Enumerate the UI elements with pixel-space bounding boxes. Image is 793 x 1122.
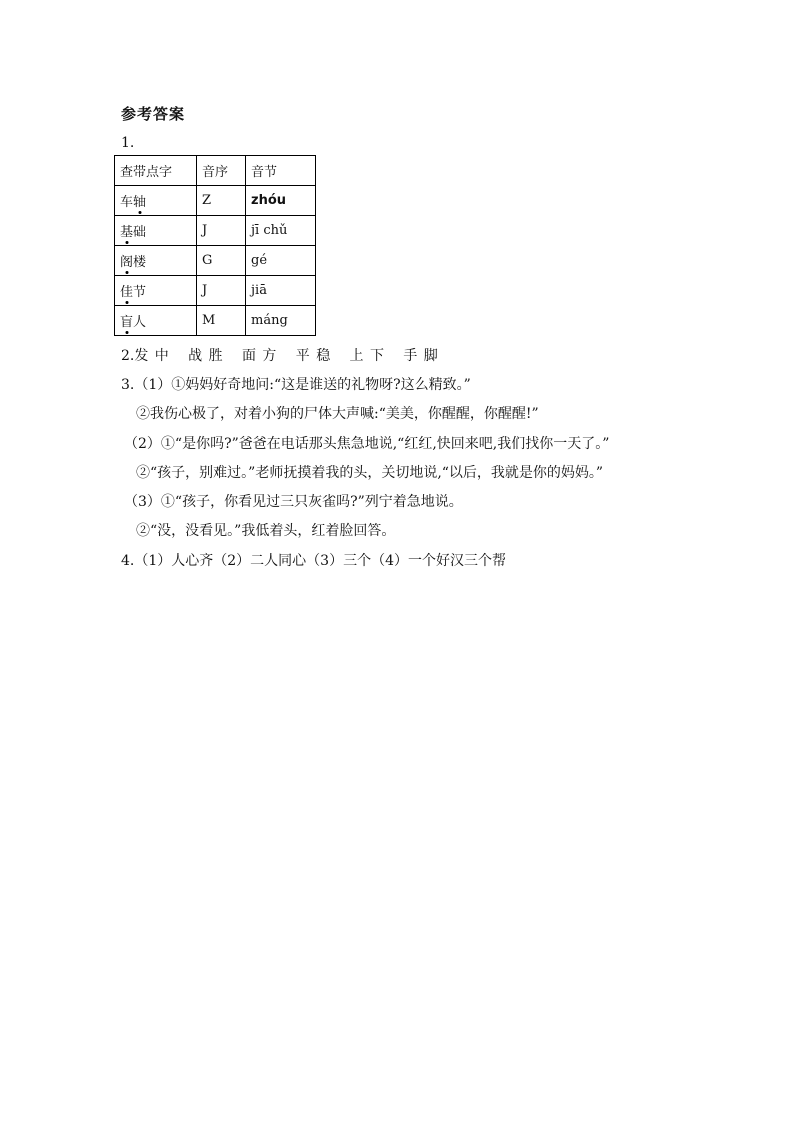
dotted-char-text: 佳 [120,285,134,300]
dotted-char [120,281,133,300]
seq-cell: J [197,216,246,246]
word-plain-part: 楼 [133,255,147,270]
question-1-label: 1. [121,135,135,151]
seq-cell: J [197,276,246,306]
table-row [115,246,316,276]
header-seq: 音序 [197,156,246,186]
header-char: 查带点字 [115,156,197,186]
dotted-char-text: 轴 [133,195,147,210]
word-plain-part: 节 [133,285,147,300]
pinyin-cell: zhóu [246,186,316,216]
pinyin-answer-table [114,155,316,336]
dotted-char [120,251,133,270]
seq-cell: G [197,246,246,276]
header-syllable: 音节 [246,156,316,186]
word-cell [115,216,197,246]
pinyin-cell: jiā [246,276,316,306]
question-3-line: （2）①“是你吗?”爸爸在电话那头焦急地说,“红红,快回来吧,我们找你一天了。” [124,436,610,452]
emphasis-dot-icon [125,271,128,274]
word-plain-part: 础 [133,225,147,240]
table-row [115,216,316,246]
pinyin-cell: gé [246,246,316,276]
word-cell [115,276,197,306]
word-plain-part: 车 [120,195,134,210]
word-cell [115,246,197,276]
page-title: 参考答案 [121,105,186,123]
table-row [115,306,316,336]
dotted-char [120,311,133,330]
emphasis-dot-icon [138,211,141,214]
dotted-char [133,191,146,210]
question-3-line: ②“没，没看见。”我低着头，红着脸回答。 [136,523,396,539]
pinyin-cell: máng [246,306,316,336]
dotted-char-text: 基 [120,225,134,240]
word-plain-part: 人 [133,315,147,330]
dotted-char-text: 盲 [120,315,134,330]
dotted-char [120,221,133,240]
pinyin-cell: jī chǔ [246,216,316,246]
question-2-answer: 2.发 中 战 胜 面 方 平 稳 上 下 手 脚 [121,348,438,364]
question-3-line: ②我伤心极了，对着小狗的尸体大声喊:“美美，你醒醒，你醒醒!” [136,406,539,422]
dotted-char-text: 阁 [120,255,134,270]
word-cell [115,186,197,216]
table-row [115,276,316,306]
question-3-line: ②“孩子，别难过。”老师抚摸着我的头，关切地说,“以后，我就是你的妈妈。” [136,465,604,481]
seq-cell: Z [197,186,246,216]
seq-cell: M [197,306,246,336]
word-cell [115,306,197,336]
table-row [115,186,316,216]
emphasis-dot-icon [125,241,128,244]
question-3-line: 3.（1）①妈妈好奇地问:“这是谁送的礼物呀?这么精致。” [121,377,471,393]
table-header-row [115,156,316,186]
question-4-answer: 4.（1）人心齐（2）二人同心（3）三个（4）一个好汉三个帮 [121,553,506,569]
question-3-line: （3）①“孩子，你看见过三只灰雀吗?”列宁着急地说。 [124,494,463,510]
emphasis-dot-icon [125,331,128,334]
emphasis-dot-icon [125,301,128,304]
